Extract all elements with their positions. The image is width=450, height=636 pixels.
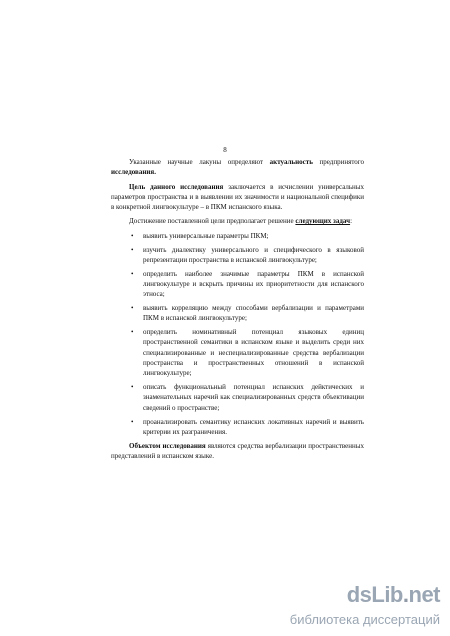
bullet-icon: • bbox=[131, 269, 134, 278]
relevance-text-b: предпринятого bbox=[312, 158, 364, 166]
bullet-icon: • bbox=[131, 417, 134, 426]
relevance-bold: актуальность bbox=[269, 158, 313, 166]
bullet-icon: • bbox=[131, 304, 134, 313]
bullet-icon: • bbox=[131, 328, 134, 337]
task-text: определить номинативный потенциал языковых единиц пространственной семантики в испанском языке и выделить среди них специализированные и неспециализированные средства вербализации пространства и пространственных отношений в испанской лингвокультуре; bbox=[143, 328, 364, 378]
task-text: выявить корреляцию между способами вербализации и параметрами ПКМ в испанской лингвокультуре; bbox=[143, 304, 364, 323]
object-bold: Объектом исследования bbox=[129, 442, 206, 451]
object-text: являются средства вербализации пространственных представлений в испанском языке. bbox=[111, 442, 364, 461]
task-text: определить наиболее значимые параметры ПКМ в испанской лингвокультуре и вскрыть причины их приоритетности для испанского этноса; bbox=[143, 269, 364, 299]
task-item bbox=[111, 245, 364, 266]
goal-text: заключается в исчислении универсальных параметров пространства и в выявлении их значимости и национальной специфики в конкретной лингвокультуре – в ПКМ испанского языка. bbox=[111, 182, 364, 212]
task-list bbox=[111, 231, 364, 437]
bullet-icon: • bbox=[131, 245, 134, 254]
tasks-intro-bold: следующих задач bbox=[295, 217, 351, 226]
paragraph-tasks-intro bbox=[111, 216, 364, 226]
task-text: выявить универсальные параметры ПКМ; bbox=[143, 231, 269, 240]
task-item bbox=[111, 417, 364, 438]
watermark-logo-tld: net bbox=[408, 582, 440, 607]
document-body bbox=[111, 157, 364, 466]
task-text: описать функциональный потенциал испанских дейктических и знаменательных наречий как специализированных средств объективации сведений о пространстве; bbox=[143, 383, 364, 412]
task-text: изучить диалектику универсального и специфического в языковой репрезентации пространства в испанской лингвокультуре; bbox=[143, 245, 364, 264]
tasks-intro-text: Достижение поставленной цели предполагает решение bbox=[129, 217, 296, 226]
goal-bold: Цель данного исследования bbox=[129, 182, 224, 191]
paragraph-object bbox=[111, 441, 364, 462]
paragraph-goal bbox=[111, 182, 364, 213]
tasks-intro-colon: : bbox=[350, 217, 353, 226]
task-item bbox=[111, 303, 364, 324]
relevance-text-a: Указанные научные лакуны определяют bbox=[129, 158, 270, 166]
task-item bbox=[111, 327, 364, 378]
watermark bbox=[289, 582, 440, 632]
watermark-logo-main: dsLib bbox=[346, 582, 403, 607]
paragraph-relevance bbox=[111, 157, 364, 178]
watermark-logo-dot: . bbox=[402, 582, 409, 607]
bullet-icon: • bbox=[131, 231, 134, 240]
watermark-logo bbox=[347, 582, 440, 608]
task-item bbox=[111, 231, 364, 241]
task-item bbox=[111, 382, 364, 413]
task-item bbox=[111, 269, 364, 300]
bullet-icon: • bbox=[131, 383, 134, 392]
page-number: 8 bbox=[223, 146, 227, 154]
watermark-subtitle: библиотека диссертаций bbox=[289, 612, 440, 627]
task-text: проанализировать семантику испанских локативных наречий и выявить критерии их разграничения. bbox=[143, 417, 364, 436]
research-bold: исследования. bbox=[111, 168, 156, 177]
